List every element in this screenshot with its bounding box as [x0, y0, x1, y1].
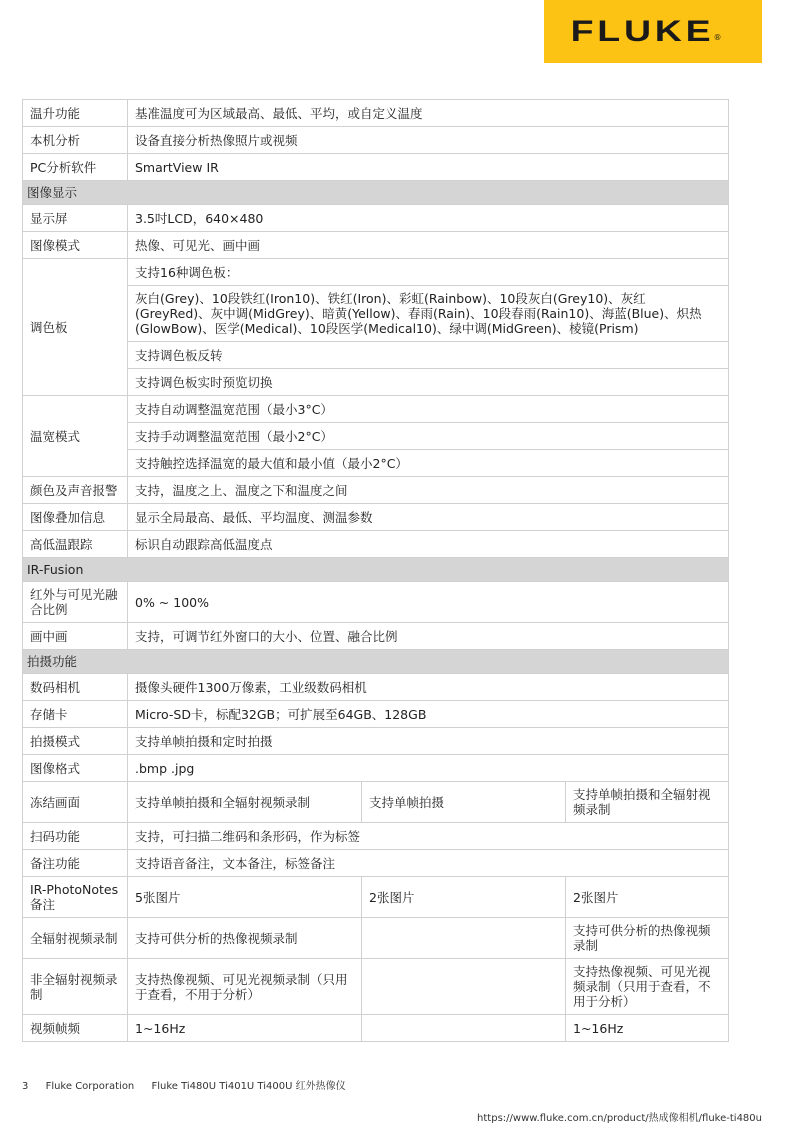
page-number: 3	[22, 1081, 29, 1092]
row-label: PC分析软件	[23, 154, 128, 181]
row-label: 全辐射视频录制	[23, 918, 128, 959]
row-value-model-1: 支持单帧拍摄和全辐射视频录制	[128, 782, 362, 823]
row-value: .bmp .jpg	[128, 755, 729, 782]
row-label: 显示屏	[23, 205, 128, 232]
row-value: SmartView IR	[128, 154, 729, 181]
row-label: 本机分析	[23, 127, 128, 154]
table-row	[23, 205, 729, 232]
source-url: https://www.fluke.com.cn/product/热成像相机/fluke-ti480u	[477, 1113, 762, 1124]
section-title: 拍摄功能	[23, 650, 729, 674]
row-value: 设备直接分析热像照片或视频	[128, 127, 729, 154]
table-row	[23, 918, 729, 959]
table-row	[23, 477, 729, 504]
row-value: 支持单帧拍摄和定时拍摄	[128, 728, 729, 755]
row-label: 图像叠加信息	[23, 504, 128, 531]
row-value-model-2	[362, 1015, 566, 1042]
row-value: Micro-SD卡，标配32GB；可扩展至64GB、128GB	[128, 701, 729, 728]
registered-mark: ®	[713, 33, 722, 42]
row-label: 数码相机	[23, 674, 128, 701]
table-row	[23, 342, 729, 369]
row-label: 红外与可见光融合比例	[23, 582, 128, 623]
row-value-model-3: 2张图片	[566, 877, 729, 918]
section-title: 图像显示	[23, 181, 729, 205]
table-row	[23, 450, 729, 477]
row-value: 显示全局最高、最低、平均温度、测温参数	[128, 504, 729, 531]
table-row	[23, 286, 729, 342]
row-value: 标识自动跟踪高低温度点	[128, 531, 729, 558]
row-label: 视频帧频	[23, 1015, 128, 1042]
row-value-model-2	[362, 918, 566, 959]
row-value: 0% ~ 100%	[128, 582, 729, 623]
row-value-model-3: 1~16Hz	[566, 1015, 729, 1042]
row-label: 存储卡	[23, 701, 128, 728]
row-value: 支持手动调整温宽范围（最小2°C）	[128, 423, 729, 450]
table-row	[23, 369, 729, 396]
table-row	[23, 959, 729, 1015]
row-label: 扫码功能	[23, 823, 128, 850]
row-label: 非全辐射视频录制	[23, 959, 128, 1015]
section-header	[23, 181, 729, 205]
table-row	[23, 259, 729, 286]
table-row	[23, 674, 729, 701]
logo-text: FLUKE	[570, 14, 714, 48]
table-row	[23, 728, 729, 755]
row-label: 图像模式	[23, 232, 128, 259]
table-row	[23, 582, 729, 623]
row-value: 基准温度可为区域最高、最低、平均，或自定义温度	[128, 100, 729, 127]
row-value: 3.5吋LCD，640×480	[128, 205, 729, 232]
row-value: 灰白(Grey)、10段铁红(Iron10)、铁红(Iron)、彩虹(Rainbow)、10段灰白(Grey10)、灰红(GreyRed)、灰中调(MidGrey)、暗黄(Yellow)、春雨(Rain)、10段春雨(Rain10)、海蓝(Blue)、炽热(GlowBow)、医学(Medical)、10段医学(Medical10)、绿中调(MidGreen)、棱镜(Prism)	[128, 286, 729, 342]
row-label: 冻结画面	[23, 782, 128, 823]
row-value: 支持触控选择温宽的最大值和最小值（最小2°C）	[128, 450, 729, 477]
table-row	[23, 755, 729, 782]
table-row	[23, 1015, 729, 1042]
row-label: 调色板	[23, 259, 128, 396]
table-row	[23, 823, 729, 850]
table-row	[23, 423, 729, 450]
table-row	[23, 850, 729, 877]
row-value: 支持语音备注，文本备注，标签备注	[128, 850, 729, 877]
table-row	[23, 232, 729, 259]
row-value-model-1: 支持热像视频、可见光视频录制（只用于查看，不用于分析）	[128, 959, 362, 1015]
footer-product: Fluke Ti480U Ti401U Ti400U 红外热像仪	[151, 1081, 346, 1092]
row-value-model-1: 1~16Hz	[128, 1015, 362, 1042]
row-label: 高低温跟踪	[23, 531, 128, 558]
page-footer	[22, 1077, 360, 1092]
row-label: IR-PhotoNotes 备注	[23, 877, 128, 918]
row-value: 支持，可调节红外窗口的大小、位置、融合比例	[128, 623, 729, 650]
table-row	[23, 531, 729, 558]
row-label: 备注功能	[23, 850, 128, 877]
table-row	[23, 701, 729, 728]
table-row	[23, 100, 729, 127]
row-value: 支持16种调色板：	[128, 259, 729, 286]
table-row	[23, 127, 729, 154]
row-label: 温宽模式	[23, 396, 128, 477]
spec-table	[22, 99, 729, 1042]
row-value: 摄像头硬件1300万像素，工业级数码相机	[128, 674, 729, 701]
table-row	[23, 782, 729, 823]
row-label: 画中画	[23, 623, 128, 650]
table-row	[23, 396, 729, 423]
section-header	[23, 558, 729, 582]
row-value: 支持调色板实时预览切换	[128, 369, 729, 396]
row-value-model-2: 2张图片	[362, 877, 566, 918]
row-value-model-2	[362, 959, 566, 1015]
table-row	[23, 504, 729, 531]
row-value-model-2: 支持单帧拍摄	[362, 782, 566, 823]
row-value-model-1: 支持可供分析的热像视频录制	[128, 918, 362, 959]
footer-company: Fluke Corporation	[45, 1081, 135, 1092]
table-row	[23, 154, 729, 181]
row-value: 支持，温度之上、温度之下和温度之间	[128, 477, 729, 504]
section-header	[23, 650, 729, 674]
section-title: IR-Fusion	[23, 558, 729, 582]
row-label: 颜色及声音报警	[23, 477, 128, 504]
row-label: 温升功能	[23, 100, 128, 127]
row-value-model-3: 支持单帧拍摄和全辐射视频录制	[566, 782, 729, 823]
row-value: 热像、可见光、画中画	[128, 232, 729, 259]
row-value-model-3: 支持可供分析的热像视频录制	[566, 918, 729, 959]
row-value: 支持，可扫描二维码和条形码，作为标签	[128, 823, 729, 850]
table-row	[23, 877, 729, 918]
table-row	[23, 623, 729, 650]
row-value: 支持调色板反转	[128, 342, 729, 369]
row-value-model-1: 5张图片	[128, 877, 362, 918]
fluke-logo	[544, 0, 762, 63]
row-value-model-3: 支持热像视频、可见光视频录制（只用于查看，不用于分析）	[566, 959, 729, 1015]
row-label: 拍摄模式	[23, 728, 128, 755]
row-value: 支持自动调整温宽范围（最小3°C）	[128, 396, 729, 423]
row-label: 图像格式	[23, 755, 128, 782]
